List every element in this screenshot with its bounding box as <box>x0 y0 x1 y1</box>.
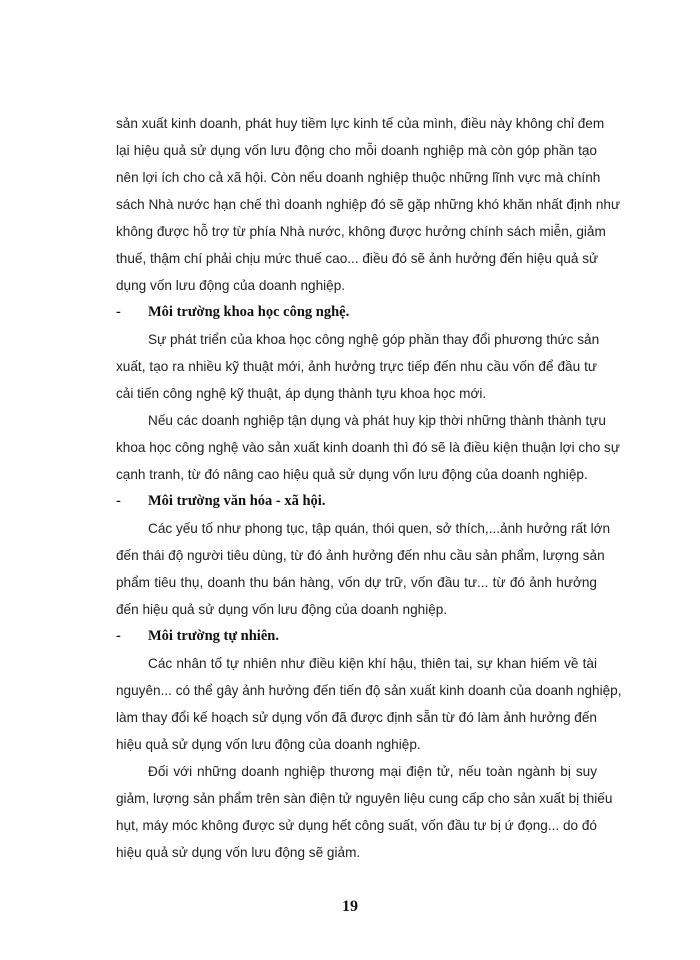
heading-text: Môi trường tự nhiên. <box>148 628 279 644</box>
paragraph-line: cải tiến công nghệ kỹ thuật, áp dụng thành tựu khoa học mới. <box>116 386 487 401</box>
paragraph-line: dụng vốn lưu động của doanh nghiệp. <box>116 278 346 293</box>
paragraph-line: sản xuất kinh doanh, phát huy tiềm lực kinh tế của mình, điều này không chỉ đem <box>116 116 605 131</box>
paragraph-line: sách Nhà nước hạn chế thì doanh nghiệp đó sẽ gặp những khó khăn nhất định như <box>116 197 621 212</box>
paragraph-line: cạnh tranh, từ đó nâng cao hiệu quả sử dụng vốn lưu động của doanh nghiệp. <box>116 467 588 482</box>
bullet-dash: - <box>116 628 121 644</box>
paragraph-line: giảm, lượng sản phẩm trên sàn điện tử nguyên liệu cung cấp cho sản xuất bị thiếu <box>116 791 613 806</box>
paragraph-line: làm thay đổi kế hoạch sử dụng vốn đã được định sẵn từ đó làm ảnh hưởng đến <box>116 710 597 725</box>
paragraph-line: Các yếu tố như phong tục, tập quán, thói quen, sở thích,...ảnh hưởng rất lớn <box>148 521 611 536</box>
section-heading <box>116 299 597 326</box>
heading-text: Môi trường văn hóa - xã hội. <box>148 493 326 509</box>
paragraph-line: nguyên... có thể gây ảnh hưởng đến tiến độ sản xuất kinh doanh của doanh nghiệp, <box>116 683 622 698</box>
paragraph-line: đến hiệu quả sử dụng vốn lưu động của doanh nghiệp. <box>116 602 448 617</box>
paragraph-line: Đối với những doanh nghiệp thương mại điện tử, nếu toàn ngành bị suy <box>148 764 597 779</box>
paragraph-line: Nếu các doanh nghiệp tận dụng và phát huy kịp thời những thành thành tựu <box>148 413 606 428</box>
paragraph-line: hiệu quả sử dụng vốn lưu động của doanh nghiệp. <box>116 737 421 752</box>
bullet-dash: - <box>116 304 121 320</box>
section-heading <box>116 623 597 650</box>
paragraph-line: đến thái độ người tiêu dùng, từ đó ảnh hưởng đến nhu cầu sản phẩm, lượng sản <box>116 548 605 563</box>
paragraph-line: xuất, tạo ra nhiều kỹ thuật mới, ảnh hưởng trực tiếp đến nhu cầu vốn để đầu tư <box>116 359 597 374</box>
paragraph-line: hụt, máy móc không được sử dụng hết công suất, vốn đầu tư bị ứ đọng... do đó <box>116 818 597 833</box>
bullet-dash: - <box>116 493 121 509</box>
paragraph-line: không được hỗ trợ từ phía Nhà nước, không được hưởng chính sách miễn, giảm <box>116 224 606 239</box>
paragraph-line: hiệu quả sử dụng vốn lưu động sẽ giảm. <box>116 845 361 860</box>
page-number: 19 <box>342 898 358 915</box>
paragraph-line: Sự phát triển của khoa học công nghệ góp phần thay đổi phương thức sản <box>148 332 600 347</box>
paragraph-line: Các nhân tố tự nhiên như điều kiện khí hậu, thiên tai, sự khan hiếm về tài <box>148 656 597 671</box>
paragraph-line: phẩm tiêu thụ, doanh thu bán hàng, vốn dự trữ, vốn đầu tư... từ đó ảnh hưởng <box>116 575 597 590</box>
paragraph-line: thuế, thậm chí phải chịu mức thuế cao... điều đó sẽ ảnh hưởng đến hiệu quả sử <box>116 251 599 266</box>
heading-text: Môi trường khoa học công nghệ. <box>148 304 350 320</box>
section-heading <box>116 488 597 515</box>
paragraph-line: lại hiệu quả sử dụng vốn lưu động cho mỗi doanh nghiệp mà còn góp phần tạo <box>116 143 597 158</box>
paragraph-line: khoa học công nghệ vào sản xuất kinh doanh thì đó sẽ là điều kiện thuận lợi cho sự <box>116 440 620 455</box>
paragraph-line: nên lợi ích cho cả xã hội. Còn nếu doanh nghiệp thuộc những lĩnh vực mà chính <box>116 170 601 185</box>
